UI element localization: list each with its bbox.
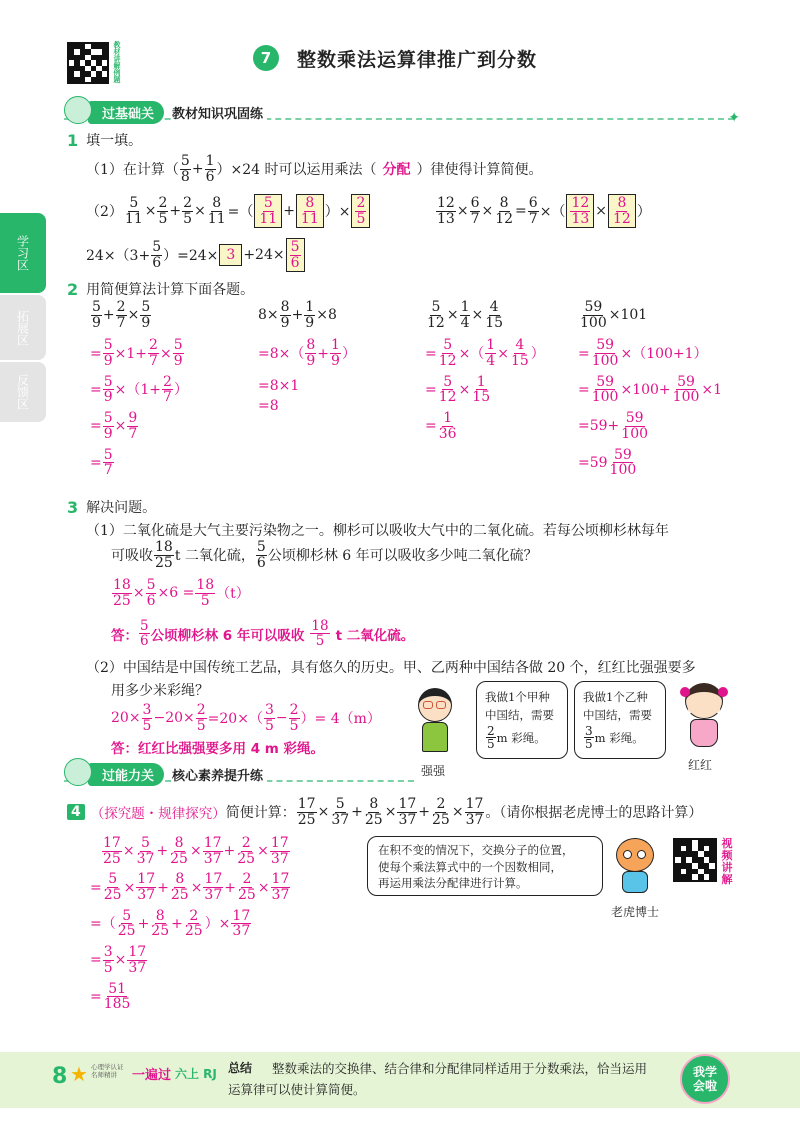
girl-illustration (680, 683, 728, 753)
qr-code-top[interactable] (67, 42, 109, 84)
q1-part1: （1）在计算（ $\frac{5}{8}$ + $\frac{1}{6}$ ）×24 时可以运用乘法（ 分配 ）律使得计算简便。 (86, 153, 543, 185)
q1-part2-right: $\frac{12}{13}$ × $\frac{6}{7}$ × $\frac{8}{12}$ = $\frac{6}{7}$ ×（ $\frac{12}{13}$ × $\frac{8}{12}$ ） (437, 195, 651, 227)
q3-part1-answer: 答： $\frac{5}{6}$ 公顷柳杉林 6 年可以吸收 $\frac{18}{5}$ t 二氧化硫。 (111, 618, 415, 650)
tiger-hint-bubble: 在积不变的情况下，交换分子的位置， 使每个乘法算式中的一个因数相同， 再运用乘法分配律进行计算。 (367, 836, 603, 896)
q1-title: 填一填。 (86, 133, 143, 149)
brand-star-icon: ★ (70, 1062, 88, 1086)
section-label-basic: 过基础关 (88, 101, 164, 124)
lesson-number-badge: 7 (253, 45, 279, 71)
brand-name: 一遍过 (132, 1068, 172, 1083)
star-icon: ✦ (728, 110, 740, 126)
section-banner-basic (64, 100, 740, 126)
q4-solution: $\frac{17}{25}$ × $\frac{5}{37}$ + $\frac{8}{25}$ × $\frac{17}{37}$ + $\frac{2}{25}$ × $\frac{17}{37}$ = $\frac{5}{25}$ × $\frac{17}{37}$ + $\frac{8}{25}$ × $\frac{17}{37}$ + $\frac{2}{25}$ × $\frac{17}{37}$ =（ $\frac{5}{25}$ + $\frac{8}{25}$ + $\frac{2}{25}$ ）× $\frac{17}{37}$ = $\frac{3}{5}$ × $\frac{17}{37}$ = $\frac{51}{185}$ (90, 835, 290, 1013)
q3-heading (67, 497, 156, 517)
section-label-ability: 过能力关 (88, 763, 164, 786)
q2-col4: $\frac{59}{100}$ ×101 = $\frac{59}{100}$ ×（100+1） = $\frac{59}{100}$ ×100+ $\frac{59}{100}$ ×1 =59+ $\frac{59}{100}$ =59 $\frac{59}{100}$ (578, 299, 723, 479)
page-number: 8 (52, 1064, 68, 1089)
q4-heading: 4 （探究题・规律探究） 简便计算： $\frac{17}{25}$ × $\frac{5}{37}$ + $\frac{8}{25}$ × $\frac{17}{37}$ + $\frac{2}{25}$ × $\frac{17}{37}$ 。（请你根据老虎博士的思路计算） (67, 797, 702, 827)
speech-bubble-girl: 我做1个乙种 中国结，需要 $\frac{3}{5}$ m 彩绳。 (574, 681, 666, 759)
q2-col4-problem: $\frac{59}{100}$ ×101 (580, 299, 648, 331)
q2-title: 用简便算法计算下面各题。 (86, 282, 255, 298)
page-title: 整数乘法运算律推广到分数 (297, 49, 538, 71)
brand-small: 心理学认证 名师精讲 (91, 1063, 124, 1079)
q4-number: 4 (67, 804, 85, 820)
q3-part2-answer: 答：红红比强强要多用 4 m 彩绳。 (111, 741, 325, 757)
video-label: 视 频 讲 解 (721, 837, 733, 886)
q1-p1-text-c: ）律使得计算简便。 (416, 162, 543, 179)
speech-bubble-boy: 我做1个甲种 中国结，需要 $\frac{2}{5}$ m 彩绳。 (476, 681, 568, 759)
q1-heading (67, 130, 142, 150)
summary-line1: 整数乘法的交换律、结合律和分配律同样适用于分数乘法，恰当运用 (272, 1061, 648, 1076)
learned-badge[interactable]: 我学 会啦 (680, 1054, 730, 1104)
q3-part2-line2: 用多少米彩绳？ (111, 683, 209, 699)
q1-part2-third: 24×（3+ $\frac{5}{6}$ ）=24× 3 +24× $\frac{5}{6}$ (86, 238, 306, 272)
q3-title: 解决问题。 (86, 500, 157, 516)
mascot-icon-2 (64, 758, 92, 786)
boy-name: 强强 (421, 764, 446, 778)
q1-p1-text-b: ）×24 时可以运用乘法（ (216, 162, 377, 179)
q2-col2-problem: 8× $\frac{8}{9}$ + $\frac{1}{9}$ ×8 (258, 299, 337, 331)
q2-col1: $\frac{5}{9}$ + $\frac{2}{7}$ × $\frac{5}{9}$ = $\frac{5}{9}$ ×1+ $\frac{2}{7}$ × $\frac{5}{9}$ = $\frac{5}{9}$ ×（1+ $\frac{2}{7}$ ） = $\frac{5}{9}$ × $\frac{9}{7}$ = $\frac{5}{7}$ (90, 299, 188, 479)
side-tab-extend[interactable]: 拓展区 (0, 295, 46, 360)
section-subtitle-ability: 核心素养提升练 (172, 765, 267, 784)
mascot-icon (64, 96, 92, 124)
summary-line2: 运算律可以使计算简便。 (228, 1082, 366, 1097)
q3-part1-calc: $\frac{18}{25}$ × $\frac{5}{6}$ ×6 = $\frac{18}{5}$ （t） (113, 577, 250, 609)
frac-q1-a: $\frac{5}{8}$ (180, 153, 190, 185)
side-tab-feedback[interactable]: 反馈区 (0, 362, 46, 422)
frac-q1-b: $\frac{1}{6}$ (205, 153, 215, 185)
side-tab-study[interactable]: 学习区 (0, 213, 46, 293)
boy-illustration (412, 688, 458, 758)
girl-name: 红红 (688, 758, 713, 772)
q4-tail: 。（请你根据老虎博士的思路计算） (485, 805, 703, 822)
q1-p2-label: （2） (86, 204, 123, 221)
q2-col3: $\frac{5}{12}$ × $\frac{1}{4}$ × $\frac{4}{15}$ = $\frac{5}{12}$ ×（ $\frac{1}{4}$ × $\frac{4}{15}$ ） = $\frac{5}{12}$ × $\frac{1}{15}$ = $\frac{1}{36}$ (425, 299, 545, 442)
section-subtitle-basic: 教材知识巩固练 (172, 103, 267, 122)
grade-label: 六上 RJ (175, 1067, 217, 1081)
q1-number: 1 (67, 130, 79, 150)
q2-heading (67, 279, 254, 299)
banner-divider (64, 118, 734, 120)
q3-part2-calc: 20× $\frac{3}{5}$ −20× $\frac{2}{5}$ =20×（ $\frac{3}{5}$ − $\frac{2}{5}$ ） = 4（m） (111, 702, 381, 734)
q2-col2: 8× $\frac{8}{9}$ + $\frac{1}{9}$ ×8 =8×（ $\frac{8}{9}$ + $\frac{1}{9}$ ） =8×1 =8 (258, 299, 356, 414)
q4-tag: （探究题・规律探究） (90, 806, 226, 823)
qr-caption: 教 材 讲 解 例 题 (113, 41, 121, 84)
q4-lead: 简便计算： (225, 805, 296, 822)
qr-code-video[interactable] (673, 838, 717, 882)
q3-number: 3 (67, 497, 79, 517)
q3-part1-line2: 可吸收 $\frac{18}{25}$ t 二氧化硫， $\frac{5}{6}$ 公顷柳杉林 6 年可以吸收多少吨二氧化硫？ (111, 539, 538, 571)
q3-part1-line1: （1）二氧化硫是大气主要污染物之一。柳杉可以吸收大气中的二氧化硫。若每公顷柳杉林每年 (86, 523, 669, 539)
q1-p1-text-a: （1）在计算（ (86, 162, 179, 179)
q2-number: 2 (67, 279, 79, 299)
tiger-illustration (614, 838, 656, 894)
q3-part2-line1: （2）中国结是中国传统工艺品，具有悠久的历史。甲、乙两种中国结各做 20 个，红红比强强要多 (86, 660, 696, 676)
q2-col1-problem: $\frac{5}{9}$ + $\frac{2}{7}$ × $\frac{5}{9}$ (92, 299, 151, 331)
q1-p1-answer[interactable]: 分配 (382, 162, 411, 179)
tiger-name: 老虎博士 (611, 905, 660, 919)
section-banner-ability (64, 762, 414, 786)
summary-label: 总结 (228, 1061, 253, 1075)
q1-part2-left: （2） $\frac{5}{11}$ × $\frac{2}{5}$ + $\frac{2}{5}$ × $\frac{8}{11}$ =（ $\frac{5}{11}$ + $\frac{8}{11}$ ）× $\frac{2}{5}$ (86, 194, 371, 228)
q2-col3-problem: $\frac{5}{12}$ × $\frac{1}{4}$ × $\frac{4}{15}$ (427, 299, 504, 331)
